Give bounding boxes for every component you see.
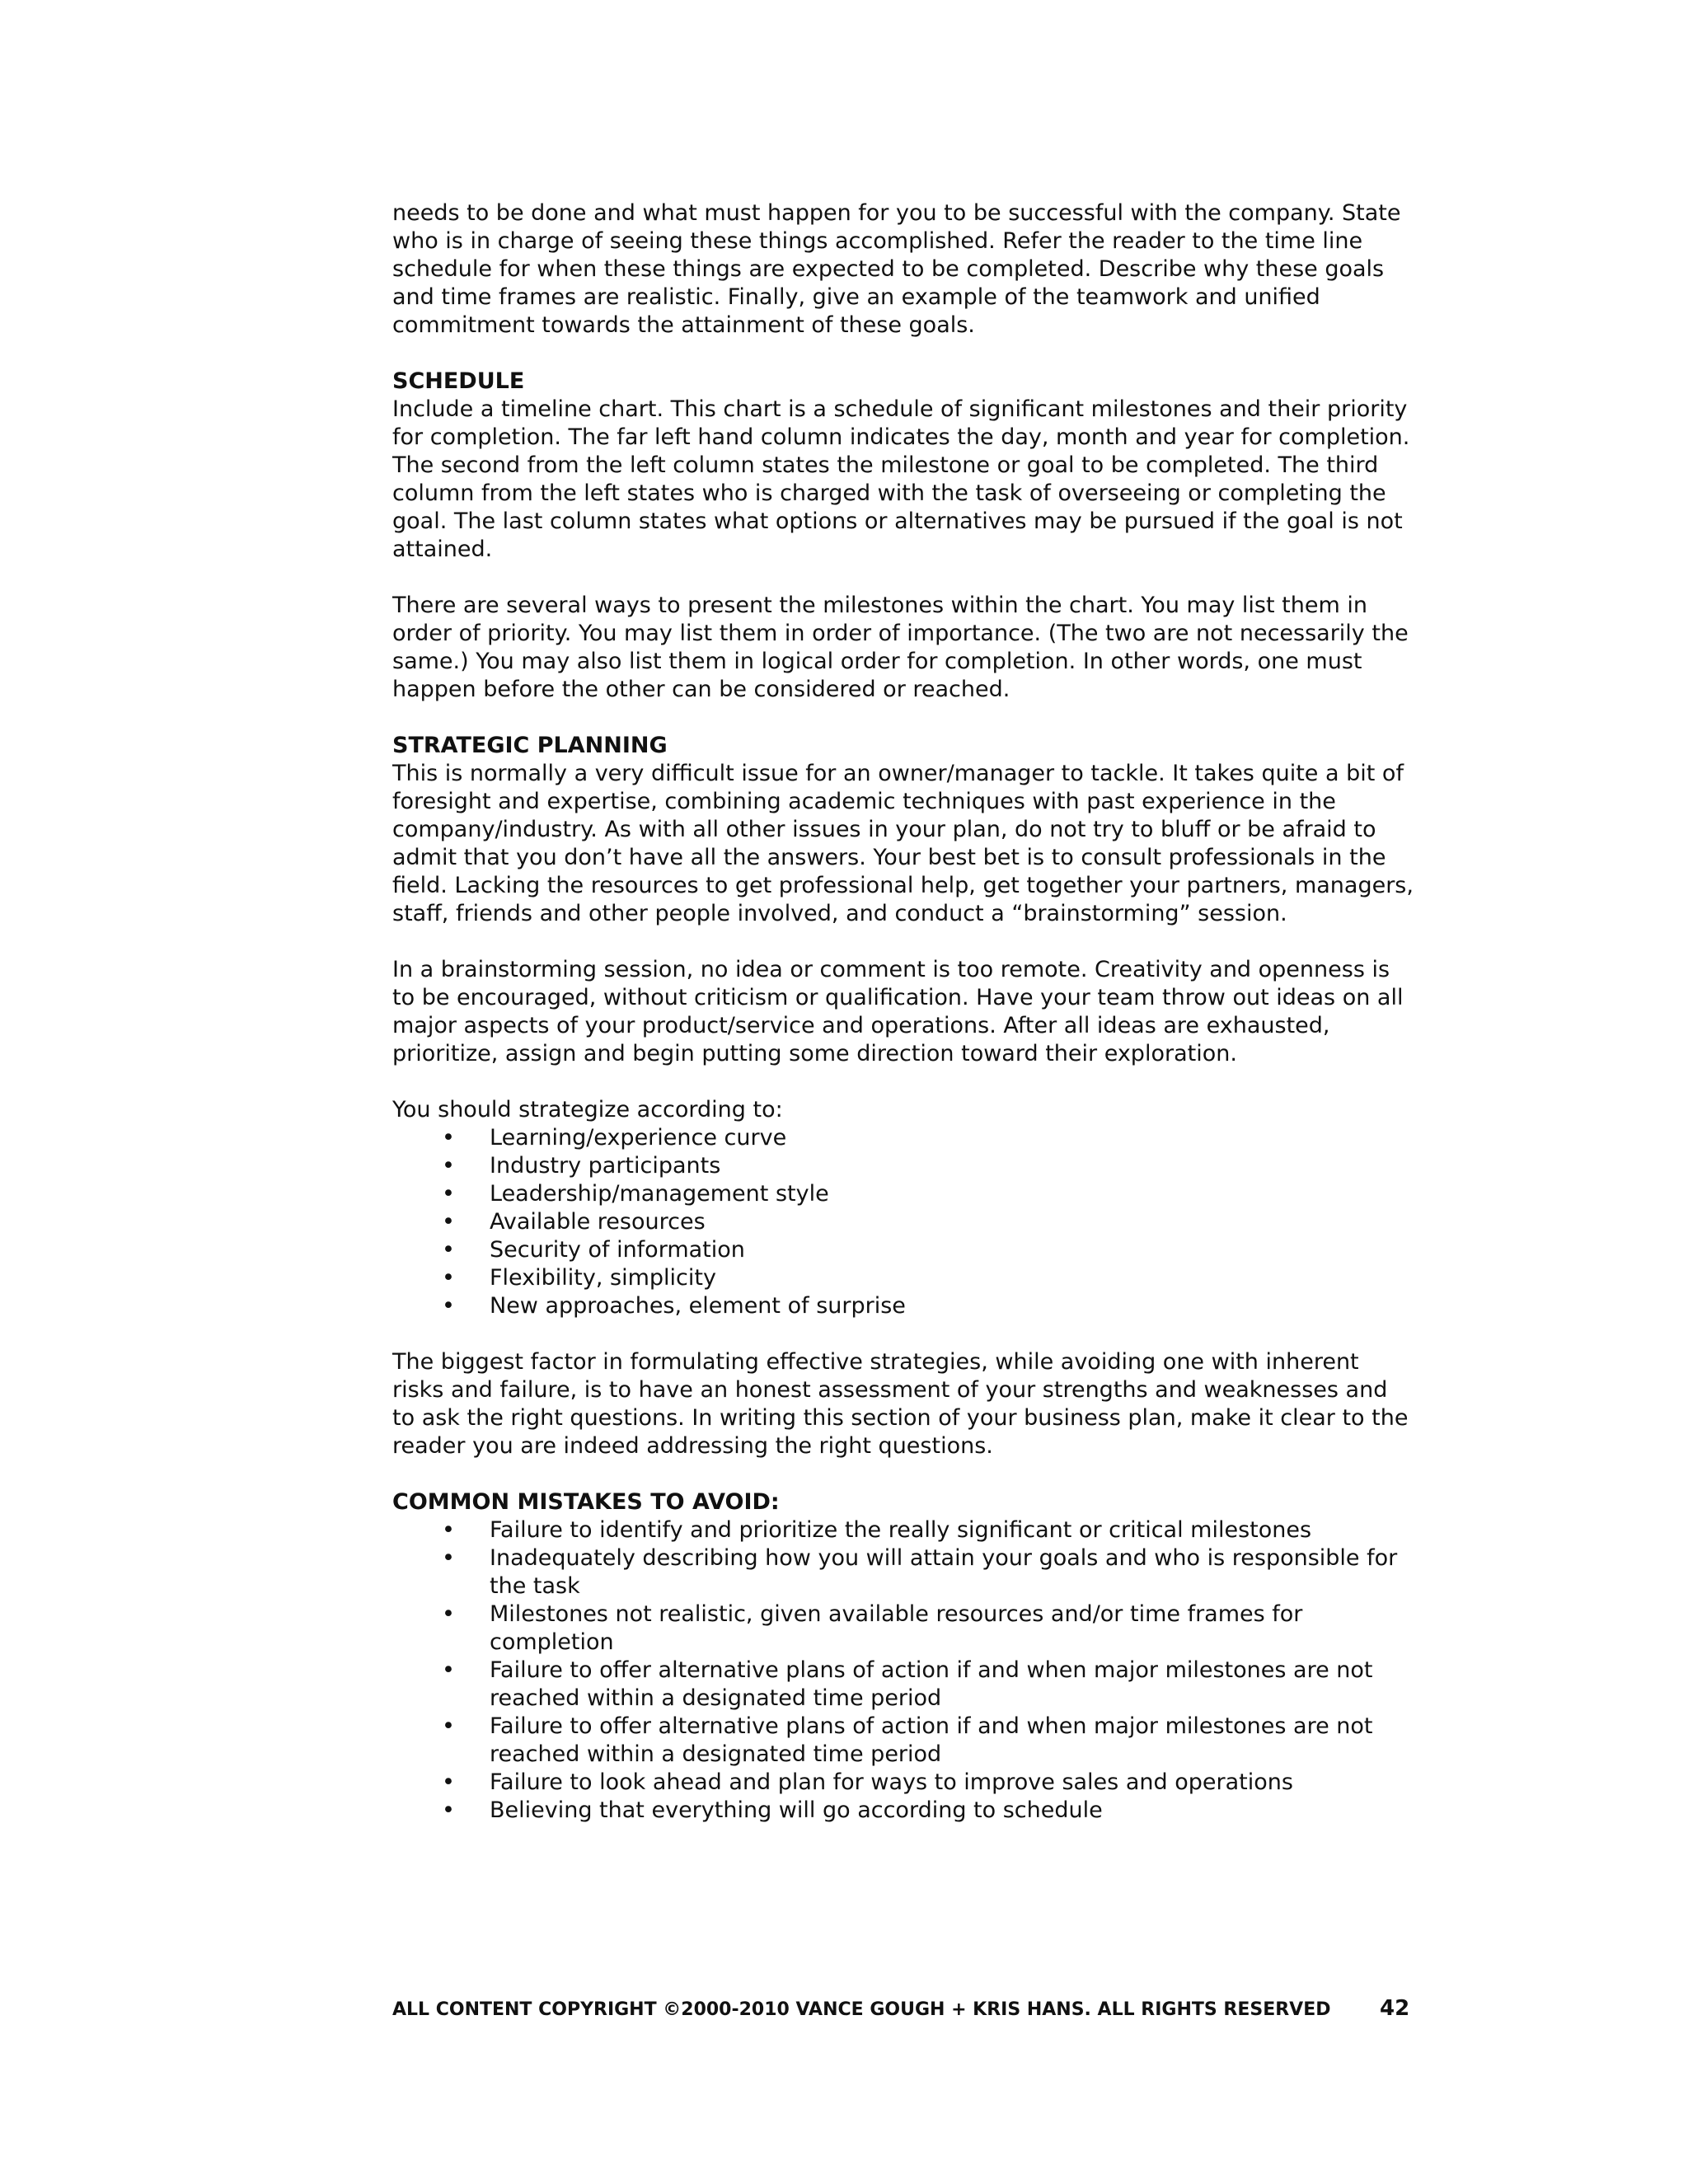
common-mistakes-list (392, 1516, 1414, 1825)
strategic-planning-heading: STRATEGIC PLANNING (392, 733, 668, 758)
bullet-icon: • (442, 1657, 455, 1683)
list-item-text: New approaches, element of surprise (490, 1293, 906, 1319)
intro-paragraph: needs to be done and what must happen for you to be successful with the company. State who is in charge of seeing these things accomplished. Refer the reader to the time line schedule for when these things are expected to be completed. Describe why these goals and time frames are realistic. Finally, give an example of the teamwork and unified commitment towards the attainment of these goals. (392, 200, 1401, 338)
bullet-icon: • (442, 1237, 455, 1263)
bullet-icon: • (442, 1209, 455, 1235)
page-number: 42 (1380, 1996, 1410, 2021)
copyright-notice: ALL CONTENT COPYRIGHT ©2000-2010 VANCE GOUGH + KRIS HANS. ALL RIGHTS RESERVED (392, 1999, 1331, 2020)
spacer (392, 928, 1414, 956)
list-item (392, 1516, 1414, 1544)
spacer (392, 1460, 1414, 1488)
spacer (392, 704, 1414, 732)
bullet-icon: • (442, 1713, 455, 1739)
list-item (392, 1152, 1414, 1180)
spacer (392, 340, 1414, 368)
bullet-icon: • (442, 1517, 455, 1543)
list-item-text: Failure to look ahead and plan for ways to improve sales and operations (490, 1769, 1293, 1795)
strategic-planning-paragraph-3: The biggest factor in formulating effective strategies, while avoiding one with inherent risks and failure, is to have an honest assessment of your strengths and weaknesses and to ask the right questions. In writing this section of your business plan, make it clear to the reader you are indeed addressing the right questions. (392, 1349, 1409, 1459)
bullet-icon: • (442, 1153, 455, 1179)
list-item-text: Leadership/management style (490, 1181, 829, 1207)
bullet-icon: • (442, 1181, 455, 1207)
bullet-icon: • (442, 1797, 455, 1823)
bullet-icon: • (442, 1545, 455, 1571)
list-item-text: Security of information (490, 1237, 745, 1263)
list-item (392, 1124, 1414, 1152)
bullet-icon: • (442, 1125, 455, 1151)
strategy-list-intro: You should strategize according to: (392, 1097, 783, 1122)
bullet-icon: • (442, 1265, 455, 1291)
common-mistakes-heading: COMMON MISTAKES TO AVOID: (392, 1489, 780, 1515)
list-item (392, 1544, 1414, 1601)
list-item (392, 1208, 1414, 1236)
list-item (392, 1797, 1414, 1825)
bullet-icon: • (442, 1769, 455, 1795)
list-item-text: Industry participants (490, 1153, 721, 1179)
strategy-factors-list (392, 1124, 1414, 1320)
list-item-text: Believing that everything will go according to schedule (490, 1797, 1103, 1823)
list-item-text: Inadequately describing how you will attain your goals and who is responsible for the task (490, 1545, 1398, 1599)
list-item-text: Failure to offer alternative plans of action if and when major milestones are not reached within a designated time period (490, 1713, 1373, 1767)
list-item-text: Milestones not realistic, given available resources and/or time frames for completion (490, 1601, 1303, 1655)
list-item-text: Learning/experience curve (490, 1125, 787, 1151)
schedule-paragraph-2: There are several ways to present the milestones within the chart. You may list them in order of priority. You may list them in order of importance. (The two are not necessarily the same.) You may also list them in logical order for completion. In other words, one must happen before the other can be considered or reached. (392, 593, 1409, 702)
spacer (392, 564, 1414, 592)
list-item-text: Failure to offer alternative plans of action if and when major milestones are not reached within a designated time period (490, 1657, 1373, 1711)
list-item (392, 1713, 1414, 1769)
strategic-planning-paragraph-2: In a brainstorming session, no idea or comment is too remote. Creativity and openness is to be encouraged, without criticism or qualification. Have your team throw out ideas on all major aspects of your product/service and operations. After all ideas are exhausted, prioritize, assign and begin putting some direction toward their exploration. (392, 957, 1404, 1066)
list-item-text: Failure to identify and prioritize the really significant or critical milestones (490, 1517, 1312, 1543)
page-content (392, 199, 1414, 1825)
list-item (392, 1769, 1414, 1797)
schedule-heading: SCHEDULE (392, 368, 525, 394)
list-item (392, 1601, 1414, 1657)
schedule-paragraph-1: Include a timeline chart. This chart is a schedule of significant milestones and their priority for completion. The far left hand column indicates the day, month and year for completion. The second from the left column states the milestone or goal to be completed. The third column from the left states who is charged with the task of overseeing or completing the goal. The last column states what options or alternatives may be pursued if the goal is not attained. (392, 396, 1410, 562)
strategic-planning-paragraph-1: This is normally a very difficult issue for an owner/manager to tackle. It takes quite a bit of foresight and expertise, combining academic techniques with past experience in the company/industry. As with all other issues in your plan, do not try to bluff or be afraid to admit that you don’t have all the answers. Your best bet is to consult professionals in the field. Lacking the resources to get professional help, get together your partners, managers, staff, friends and other people involved, and conduct a “brainstorming” session. (392, 761, 1414, 926)
spacer (392, 1320, 1414, 1348)
spacer (392, 1068, 1414, 1096)
list-item-text: Available resources (490, 1209, 706, 1235)
list-item (392, 1264, 1414, 1292)
list-item (392, 1180, 1414, 1208)
list-item (392, 1657, 1414, 1713)
bullet-icon: • (442, 1293, 455, 1319)
bullet-icon: • (442, 1601, 455, 1627)
list-item (392, 1292, 1414, 1320)
list-item (392, 1236, 1414, 1264)
list-item-text: Flexibility, simplicity (490, 1265, 716, 1291)
